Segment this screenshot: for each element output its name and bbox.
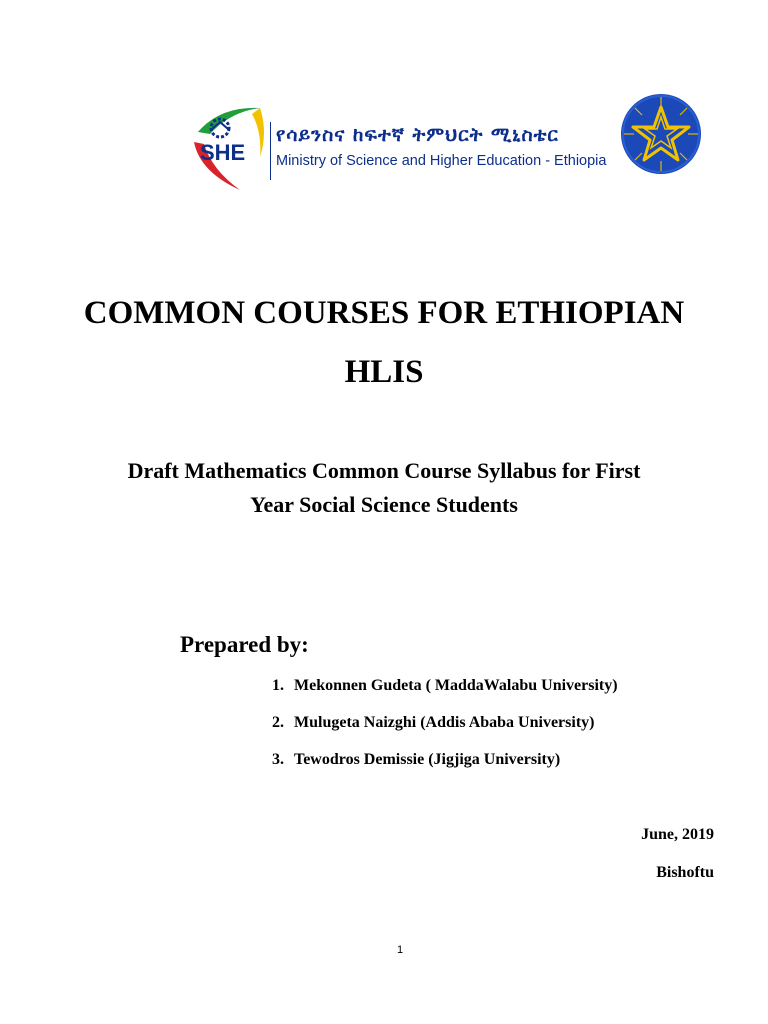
ethiopian-emblem-icon — [620, 93, 702, 175]
author-name: Mekonnen Gudeta ( MaddaWalabu University) — [294, 677, 618, 694]
document-date: June, 2019 — [641, 826, 714, 843]
author-name: Mulugeta Naizghi (Addis Ababa University) — [294, 714, 595, 731]
subtitle-line-1: Draft Mathematics Common Course Syllabus for First — [127, 458, 641, 483]
author-number: 2. — [272, 714, 284, 731]
subtitle-line-2: Year Social Science Students — [250, 492, 518, 517]
prepared-by-heading: Prepared by: — [180, 632, 309, 657]
document-place: Bishoftu — [656, 864, 714, 881]
author-name: Tewodros Demissie (Jigjiga University) — [294, 751, 561, 768]
document-title-line-1: COMMON COURSES FOR ETHIOPIAN — [83, 295, 685, 331]
author-item — [272, 750, 618, 787]
page-number: 1 — [396, 944, 404, 956]
logo-divider — [270, 122, 271, 180]
she-emblem-icon — [190, 102, 268, 194]
author-item — [272, 713, 618, 750]
ministry-name: Ministry of Science and Higher Education - Ethiopia — [276, 153, 607, 169]
logo-abbreviation: SHE — [200, 140, 246, 165]
amharic-ministry-title: የሳይንስና ከፍተኛ ትምህርት ሚኒስቴር — [276, 124, 559, 146]
author-list — [272, 676, 618, 787]
ministry-logo — [190, 100, 620, 195]
author-item — [272, 676, 618, 713]
document-title-line-2: HLIS — [344, 354, 424, 390]
author-number: 3. — [272, 751, 284, 768]
author-number: 1. — [272, 677, 284, 694]
